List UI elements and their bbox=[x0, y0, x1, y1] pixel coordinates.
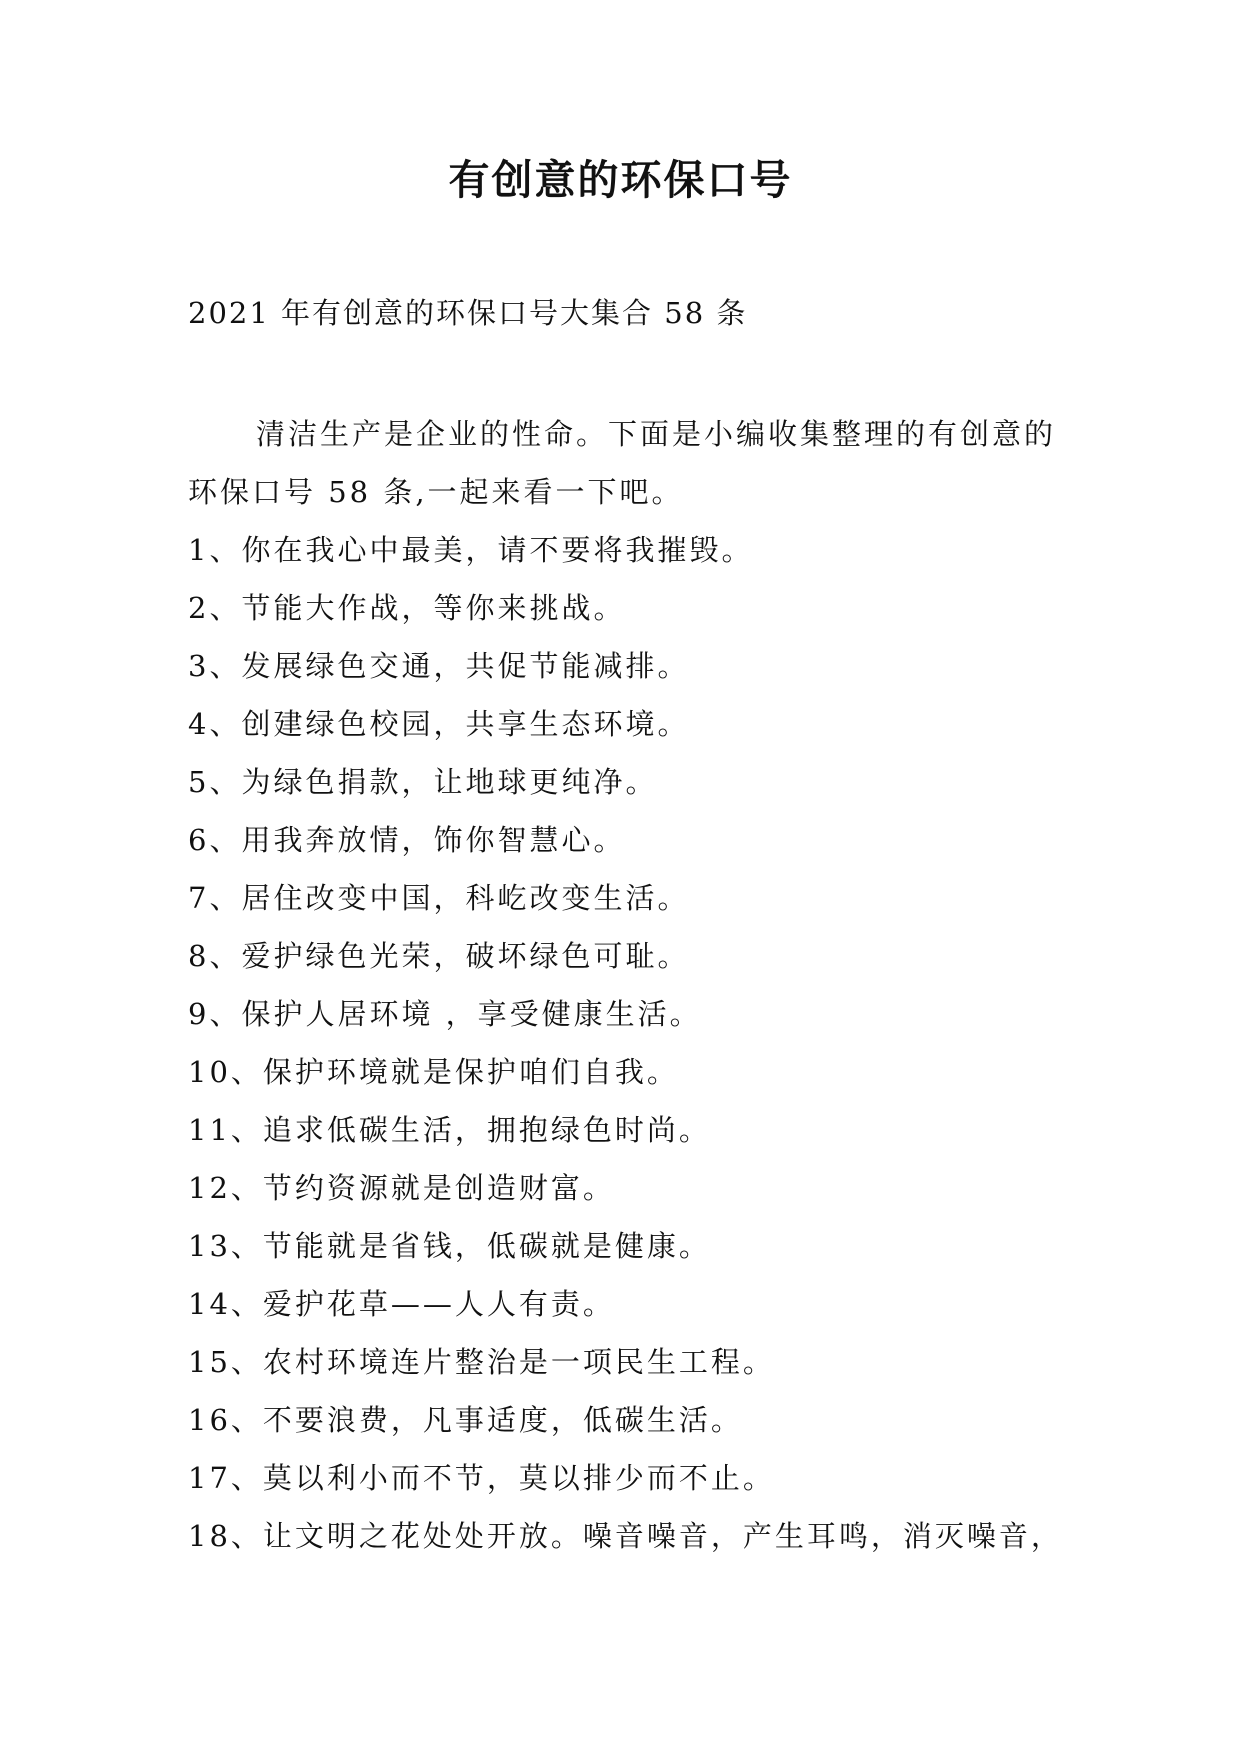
list-item: 17、莫以利小而不节，莫以排少而不止。 bbox=[188, 1461, 775, 1495]
list-item: 1、你在我心中最美，请不要将我摧毁。 bbox=[188, 533, 754, 567]
list-item: 3、发展绿色交通，共促节能减排。 bbox=[188, 649, 690, 683]
document-subtitle: 2021 年有创意的环保口号大集合 58 条 bbox=[188, 296, 748, 330]
list-item: 10、保护环境就是保护咱们自我。 bbox=[188, 1055, 679, 1089]
list-item: 14、爱护花草——人人有责。 bbox=[188, 1287, 615, 1321]
list-item: 8、爱护绿色光荣，破坏绿色可耻。 bbox=[188, 939, 690, 973]
list-item: 7、居住改变中国，科屹改变生活。 bbox=[188, 881, 690, 915]
list-item: 18、让文明之花处处开放。噪音噪音，产生耳鸣，消灭噪音， bbox=[188, 1519, 1063, 1553]
list-item: 11、追求低碳生活，拥抱绿色时尚。 bbox=[188, 1113, 711, 1147]
list-item: 9、保护人居环境 ，享受健康生活。 bbox=[188, 997, 702, 1031]
page-title: 有创意的环保口号 bbox=[448, 156, 793, 204]
list-item: 13、节能就是省钱，低碳就是健康。 bbox=[188, 1229, 711, 1263]
list-item: 15、农村环境连片整治是一项民生工程。 bbox=[188, 1345, 775, 1379]
list-item: 5、为绿色捐款，让地球更纯净。 bbox=[188, 765, 658, 799]
list-item: 6、用我奔放情，饰你智慧心。 bbox=[188, 823, 626, 857]
list-item: 2、节能大作战，等你来挑战。 bbox=[188, 591, 626, 625]
list-item: 4、创建绿色校园，共享生态环境。 bbox=[188, 707, 690, 741]
intro-paragraph: 清洁生产是企业的性命。下面是小编收集整理的有创意的环保口号 58 条,一起来看一下吧。 bbox=[188, 417, 1057, 509]
document-body bbox=[188, 405, 1063, 1565]
list-item: 12、节约资源就是创造财富。 bbox=[188, 1171, 615, 1205]
list-item: 16、不要浪费，凡事适度，低碳生活。 bbox=[188, 1403, 743, 1437]
slogan-list bbox=[188, 521, 1063, 1565]
